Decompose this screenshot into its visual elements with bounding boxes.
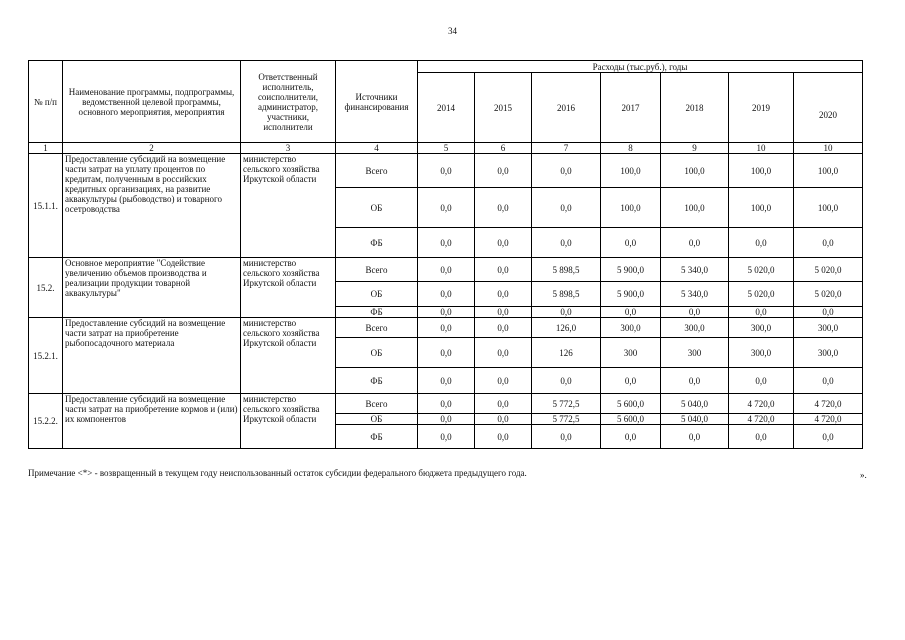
value-cell: 300,0	[661, 318, 729, 338]
program-executor: министерство сельского хозяйства Иркутской области	[241, 258, 336, 318]
value-cell: 4 720,0	[794, 394, 863, 414]
value-cell: 300,0	[794, 318, 863, 338]
value-cell: 5 020,0	[794, 282, 863, 307]
header-year: 2015	[475, 73, 532, 143]
index-cell: 10	[729, 143, 794, 154]
program-group	[29, 394, 863, 449]
value-cell: 0,0	[418, 338, 475, 368]
value-cell: 0,0	[532, 154, 601, 188]
value-cell: 126,0	[532, 318, 601, 338]
index-cell: 10	[794, 143, 863, 154]
value-cell: 0,0	[661, 368, 729, 394]
value-cell: 5 600,0	[601, 394, 661, 414]
program-name: Предоставление субсидий на возмещение части затрат на приобретение кормов и (или) их компонентов	[63, 394, 241, 449]
program-number: 15.1.1.	[29, 154, 63, 258]
corner-mark: ».	[860, 470, 867, 480]
program-executor: министерство сельского хозяйства Иркутской области	[241, 394, 336, 449]
header-expenses: Расходы (тыс.руб.), годы	[418, 61, 863, 73]
header-year: 2018	[661, 73, 729, 143]
value-cell: 0,0	[661, 307, 729, 318]
page-number: 34	[448, 26, 457, 36]
value-cell: 0,0	[418, 318, 475, 338]
value-cell: 0,0	[729, 425, 794, 449]
value-cell: 100,0	[729, 188, 794, 228]
value-cell: 0,0	[418, 154, 475, 188]
value-cell: 0,0	[475, 228, 532, 258]
value-cell: 0,0	[475, 188, 532, 228]
value-cell: 0,0	[601, 307, 661, 318]
value-cell: 100,0	[794, 154, 863, 188]
value-cell: 5 898,5	[532, 258, 601, 282]
value-cell: 0,0	[601, 228, 661, 258]
value-cell: 0,0	[475, 282, 532, 307]
value-cell: 5 340,0	[661, 258, 729, 282]
value-cell: 0,0	[418, 414, 475, 425]
value-cell: 300,0	[794, 338, 863, 368]
value-cell: 5 600,0	[601, 414, 661, 425]
value-cell: 5 020,0	[729, 258, 794, 282]
footnote: Примечание <*> - возвращенный в текущем году неиспользованный остаток субсидии федерального бюджета предыдущего года.	[28, 468, 527, 478]
value-cell: 0,0	[601, 368, 661, 394]
funding-source: ОБ	[336, 338, 418, 368]
funding-source: ОБ	[336, 414, 418, 425]
value-cell: 5 040,0	[661, 414, 729, 425]
index-cell: 1	[29, 143, 63, 154]
index-cell: 9	[661, 143, 729, 154]
value-cell: 4 720,0	[794, 414, 863, 425]
funding-source: ОБ	[336, 282, 418, 307]
value-cell: 5 900,0	[601, 258, 661, 282]
index-cell: 7	[532, 143, 601, 154]
value-cell: 0,0	[418, 307, 475, 318]
value-cell: 300,0	[729, 318, 794, 338]
funding-source: Всего	[336, 258, 418, 282]
value-cell: 0,0	[418, 368, 475, 394]
value-cell: 0,0	[532, 368, 601, 394]
value-cell: 0,0	[532, 188, 601, 228]
table-row	[29, 394, 863, 414]
value-cell: 0,0	[475, 307, 532, 318]
value-cell: 5 772,5	[532, 414, 601, 425]
value-cell: 300,0	[729, 338, 794, 368]
value-cell: 5 900,0	[601, 282, 661, 307]
program-name: Предоставление субсидий на возмещение части затрат на приобретение рыбопосадочного материала	[63, 318, 241, 394]
value-cell: 5 898,5	[532, 282, 601, 307]
index-cell: 2	[63, 143, 241, 154]
value-cell: 300,0	[601, 318, 661, 338]
value-cell: 0,0	[475, 425, 532, 449]
table-row	[29, 154, 863, 188]
header-year: 2017	[601, 73, 661, 143]
program-number: 15.2.	[29, 258, 63, 318]
value-cell: 0,0	[475, 258, 532, 282]
program-group	[29, 258, 863, 318]
value-cell: 5 340,0	[661, 282, 729, 307]
value-cell: 0,0	[418, 228, 475, 258]
funding-source: ФБ	[336, 425, 418, 449]
funding-source: Всего	[336, 394, 418, 414]
value-cell: 5 040,0	[661, 394, 729, 414]
header-year: 2014	[418, 73, 475, 143]
value-cell: 300	[661, 338, 729, 368]
index-cell: 8	[601, 143, 661, 154]
program-group	[29, 154, 863, 258]
value-cell: 0,0	[418, 394, 475, 414]
value-cell: 0,0	[532, 228, 601, 258]
table-row	[29, 318, 863, 338]
value-cell: 0,0	[475, 368, 532, 394]
value-cell: 0,0	[475, 154, 532, 188]
funding-source: ФБ	[336, 228, 418, 258]
program-number: 15.2.1.	[29, 318, 63, 394]
program-executor: министерство сельского хозяйства Иркутской области	[241, 318, 336, 394]
value-cell: 0,0	[601, 425, 661, 449]
value-cell: 100,0	[661, 154, 729, 188]
funding-source: ФБ	[336, 307, 418, 318]
value-cell: 0,0	[418, 425, 475, 449]
value-cell: 0,0	[729, 228, 794, 258]
value-cell: 0,0	[475, 414, 532, 425]
value-cell: 0,0	[418, 258, 475, 282]
value-cell: 0,0	[661, 425, 729, 449]
value-cell: 0,0	[418, 188, 475, 228]
value-cell: 0,0	[794, 307, 863, 318]
funding-source: Всего	[336, 154, 418, 188]
value-cell: 5 020,0	[729, 282, 794, 307]
value-cell: 0,0	[532, 425, 601, 449]
value-cell: 100,0	[601, 154, 661, 188]
value-cell: 126	[532, 338, 601, 368]
index-cell: 3	[241, 143, 336, 154]
budget-table	[28, 60, 863, 449]
value-cell: 0,0	[794, 425, 863, 449]
value-cell: 300	[601, 338, 661, 368]
program-group	[29, 318, 863, 394]
value-cell: 100,0	[729, 154, 794, 188]
funding-source: ФБ	[336, 368, 418, 394]
value-cell: 5 772,5	[532, 394, 601, 414]
value-cell: 0,0	[475, 394, 532, 414]
header-num: № п/п	[29, 61, 63, 143]
header-name: Наименование программы, подпрограммы, ведомственной целевой программы, основного мероприятия, мероприятия	[63, 61, 241, 143]
value-cell: 0,0	[661, 228, 729, 258]
header-year: 2020	[794, 73, 863, 143]
value-cell: 0,0	[729, 307, 794, 318]
program-number: 15.2.2.	[29, 394, 63, 449]
header-executor: Ответственный исполнитель, соисполнители, администратор, участники, исполнители	[241, 61, 336, 143]
program-executor: министерство сельского хозяйства Иркутской области	[241, 154, 336, 258]
value-cell: 5 020,0	[794, 258, 863, 282]
value-cell: 100,0	[601, 188, 661, 228]
value-cell: 0,0	[532, 307, 601, 318]
header-source: Источники финансирования	[336, 61, 418, 143]
value-cell: 4 720,0	[729, 414, 794, 425]
value-cell: 0,0	[418, 282, 475, 307]
value-cell: 0,0	[475, 318, 532, 338]
program-name: Предоставление субсидий на возмещение части затрат на уплату процентов по кредитам, полученным в российских кредитных организациях, на развитие аквакультуры (рыбоводство) и товарного осетроводства	[63, 154, 241, 258]
value-cell: 100,0	[661, 188, 729, 228]
index-cell: 5	[418, 143, 475, 154]
value-cell: 100,0	[794, 188, 863, 228]
value-cell: 4 720,0	[729, 394, 794, 414]
header-year: 2019	[729, 73, 794, 143]
program-name: Основное мероприятие "Содействие увеличению объемов производства и реализации продукции товарной аквакультуры"	[63, 258, 241, 318]
value-cell: 0,0	[475, 338, 532, 368]
value-cell: 0,0	[794, 228, 863, 258]
index-cell: 6	[475, 143, 532, 154]
header-year: 2016	[532, 73, 601, 143]
table-row	[29, 258, 863, 282]
funding-source: ОБ	[336, 188, 418, 228]
value-cell: 0,0	[729, 368, 794, 394]
index-cell: 4	[336, 143, 418, 154]
value-cell: 0,0	[794, 368, 863, 394]
funding-source: Всего	[336, 318, 418, 338]
